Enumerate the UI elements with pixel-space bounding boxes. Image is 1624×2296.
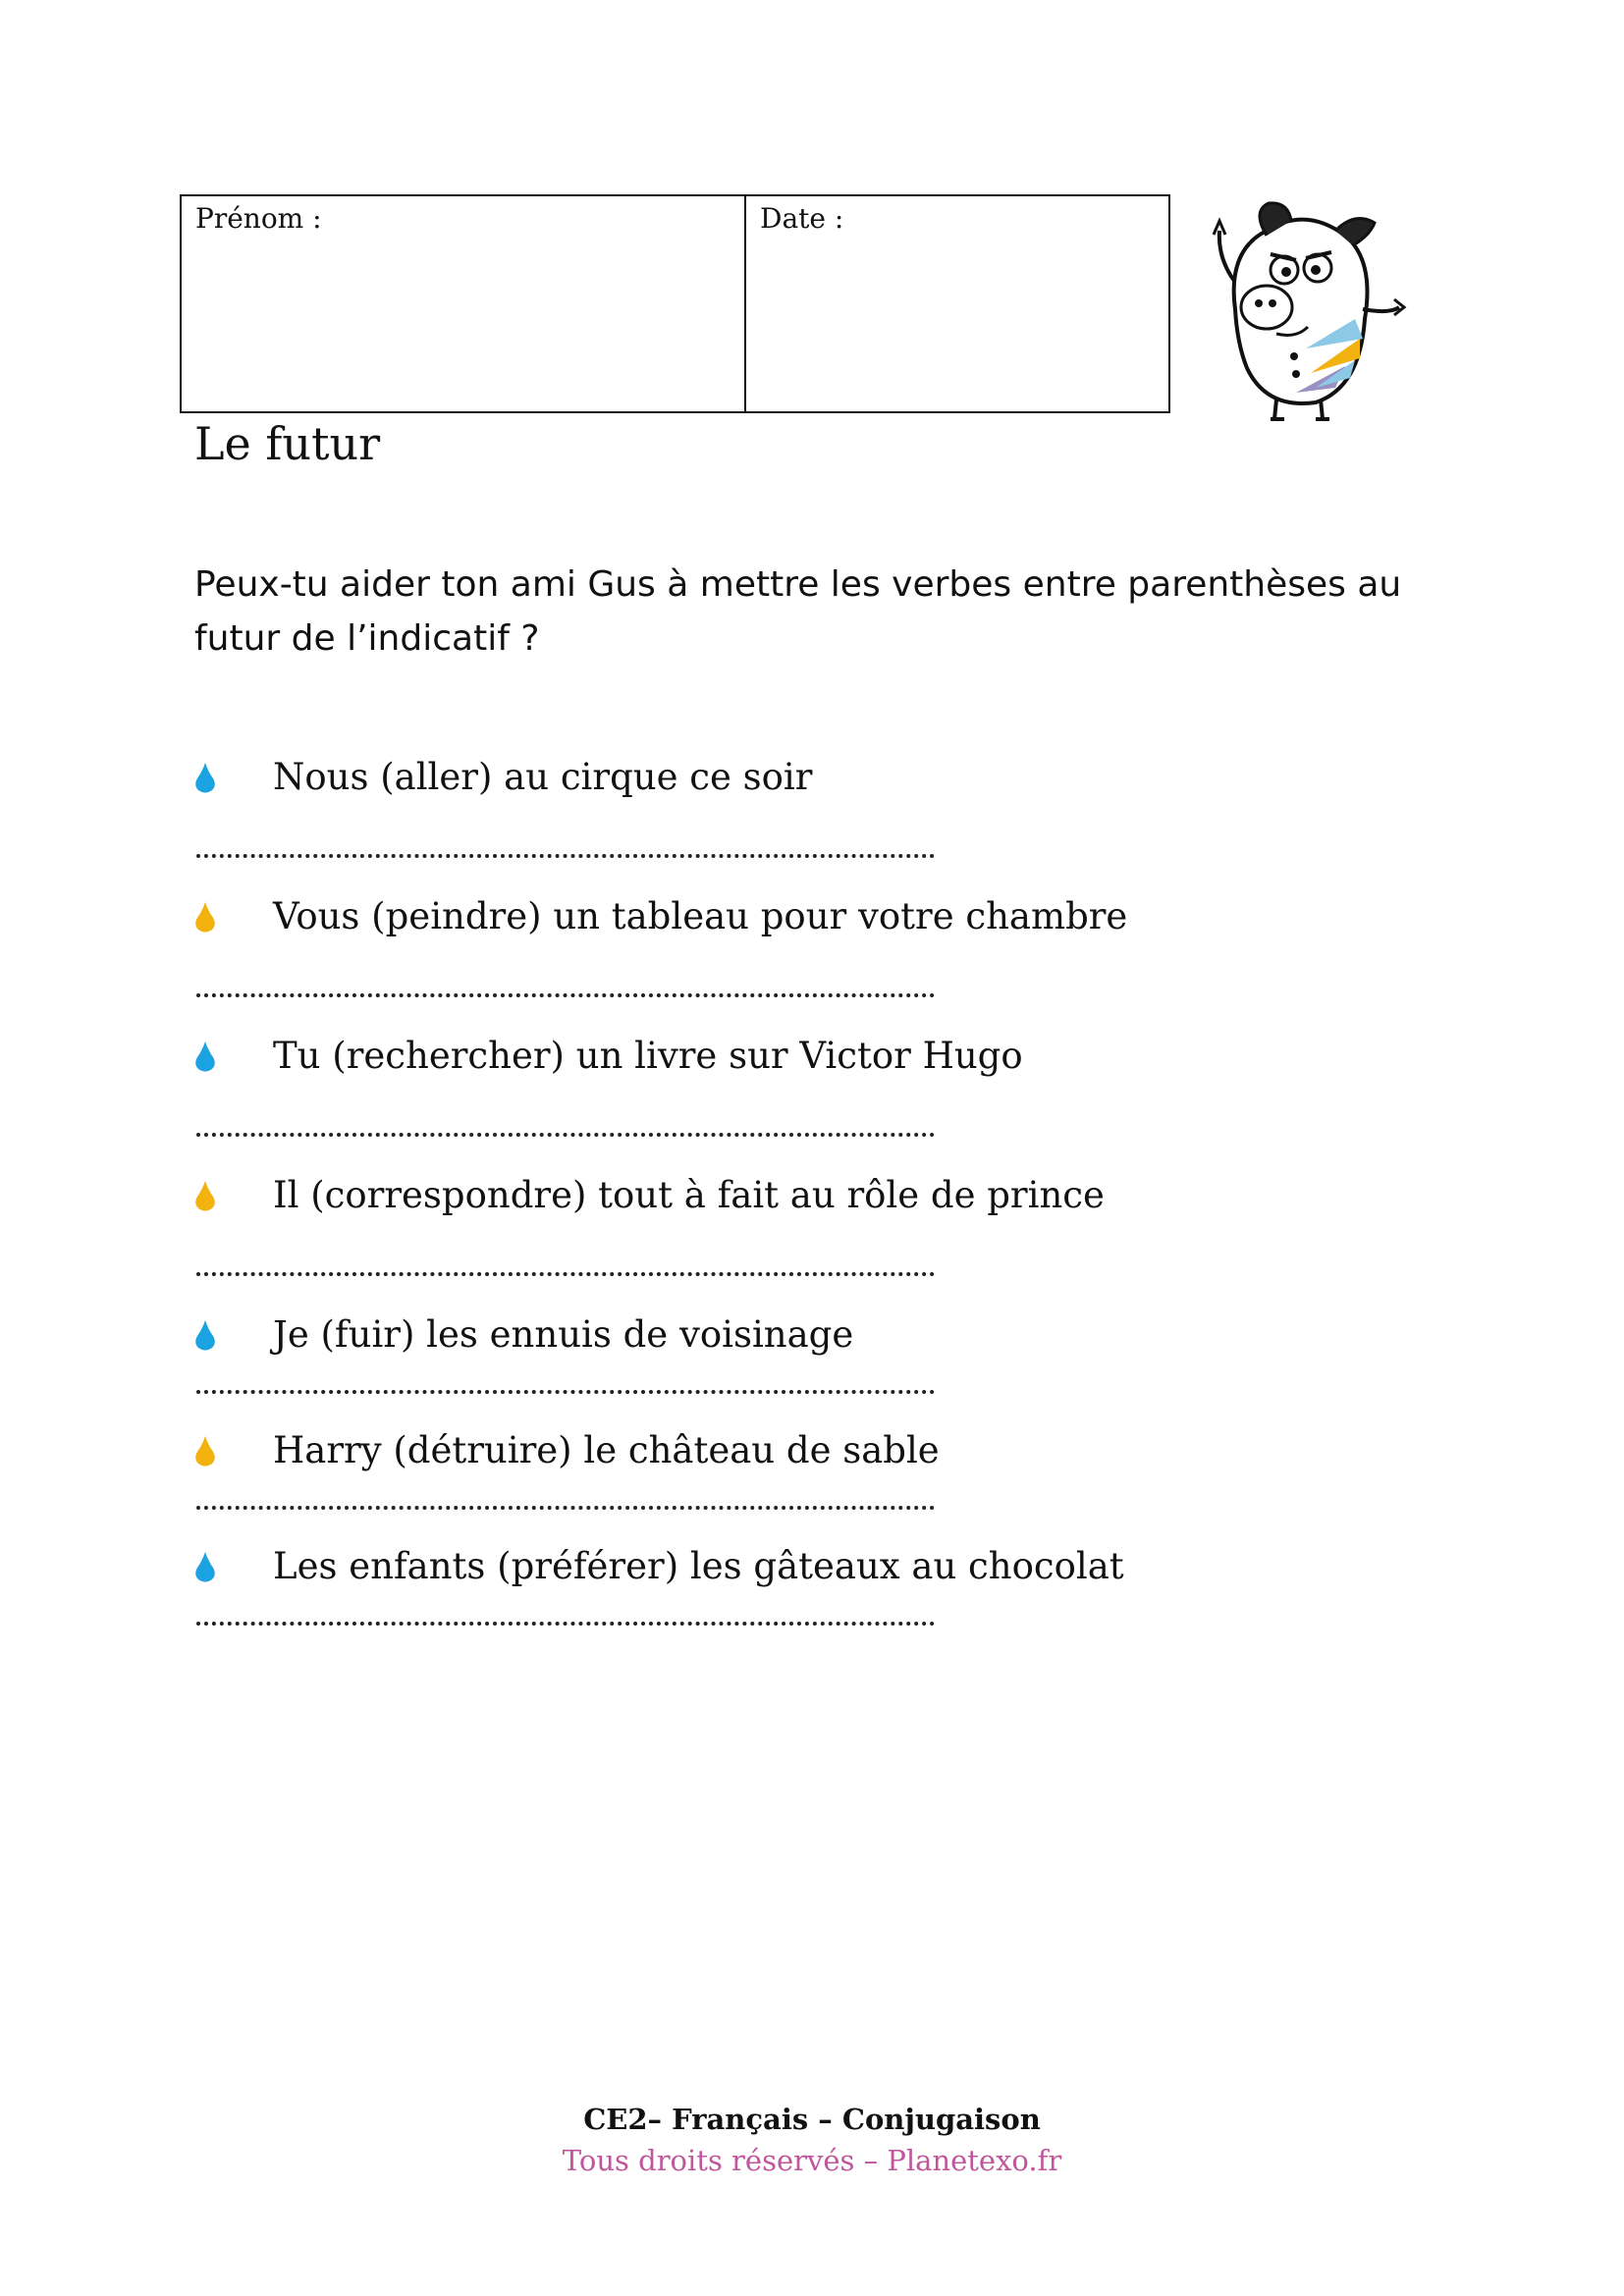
- droplet-icon: [194, 1435, 216, 1467]
- droplet-icon: [194, 1319, 216, 1351]
- exercise-sentence: Il (correspondre) tout à fait au rôle de prince: [273, 1174, 1105, 1216]
- answer-line[interactable]: [196, 854, 935, 858]
- answer-line[interactable]: [196, 1390, 935, 1394]
- answer-line[interactable]: [196, 1622, 935, 1626]
- footer-course: CE2– Français – Conjugaison: [583, 2103, 1041, 2136]
- exercise-sentence: Les enfants (préférer) les gâteaux au chocolat: [273, 1545, 1124, 1587]
- prenom-label: Prénom :: [195, 202, 322, 235]
- name-date-box: [180, 194, 1170, 413]
- answer-line[interactable]: [196, 1272, 935, 1276]
- exercise-sentence: Nous (aller) au cirque ce soir: [273, 756, 813, 798]
- exercise-sentence: Tu (rechercher) un livre sur Victor Hugo: [273, 1035, 1023, 1077]
- exercise-sentence: Vous (peindre) un tableau pour votre chambre: [273, 895, 1128, 937]
- droplet-icon: [194, 1180, 216, 1211]
- exercise-sentence: Harry (détruire) le château de sable: [273, 1429, 940, 1471]
- instructions-text: Peux-tu aider ton ami Gus à mettre les verbes entre parenthèses au futur de l’indicatif ?: [194, 564, 1402, 659]
- page-title: Le futur: [194, 417, 381, 470]
- date-field[interactable]: [746, 196, 1168, 411]
- droplet-icon: [194, 1041, 216, 1072]
- prenom-field[interactable]: [182, 196, 746, 411]
- droplet-icon: [194, 1551, 216, 1582]
- droplet-icon: [194, 762, 216, 793]
- answer-line[interactable]: [196, 1133, 935, 1137]
- date-label: Date :: [760, 202, 844, 235]
- footer-rights: Tous droits réservés – Planetexo.fr: [562, 2144, 1062, 2177]
- sheep-mascot-icon: [1198, 191, 1414, 427]
- answer-line[interactable]: [196, 993, 935, 997]
- droplet-icon: [194, 901, 216, 933]
- exercise-sentence: Je (fuir) les ennuis de voisinage: [273, 1313, 854, 1356]
- answer-line[interactable]: [196, 1506, 935, 1510]
